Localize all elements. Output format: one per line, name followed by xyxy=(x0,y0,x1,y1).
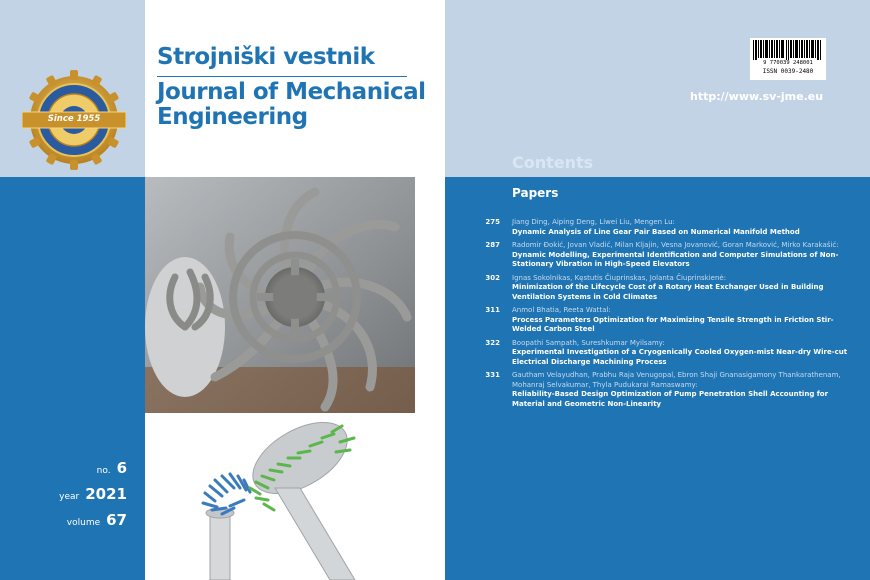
issue-year-value: 2021 xyxy=(85,485,127,503)
toc-title: Dynamic Modelling, Experimental Identification and Computer Simulations of Non-Stationary Vibration in High-Speed Elevators xyxy=(512,250,839,268)
journal-title-local: Strojniški vestnik xyxy=(157,44,375,70)
cover-photo xyxy=(145,177,415,413)
title-divider xyxy=(157,76,407,77)
impeller-photo-illustration xyxy=(145,177,415,413)
right-header-panel xyxy=(445,0,870,177)
issue-number-label: no. xyxy=(96,466,111,476)
issue-volume xyxy=(40,510,127,529)
barcode-digits: 9 770039 248001 xyxy=(763,60,813,66)
toc-title: Process Parameters Optimization for Maximizing Tensile Strength in Friction Stir-Welded Carbon Steel xyxy=(512,315,834,333)
toc-entry[interactable] xyxy=(470,371,850,409)
toc-authors: Radomir Đokić, Jovan Vladić, Milan Kljajin, Vesna Jovanović, Goran Marković, Mirko Karakašić: xyxy=(512,241,839,249)
issn-number: ISSN 0039-2480 xyxy=(762,68,814,75)
issue-number xyxy=(55,458,127,477)
toc-page-number: 311 xyxy=(485,306,500,314)
toc-authors: Anmol Bhatia, Reeta Wattal: xyxy=(512,306,611,314)
toc-title: Reliability-Based Design Optimization of Pump Penetration Shell Accounting for Material and Geometric Non-Linearity xyxy=(512,390,829,408)
seal-text: Since 1955 xyxy=(47,114,101,124)
contents-heading: Contents xyxy=(512,153,594,172)
toc-authors: Boopathi Sampath, Sureshkumar Myilsamy: xyxy=(512,338,665,347)
issue-volume-label: volume xyxy=(66,518,101,528)
journal-title-english: Journal of Mechanical Engineering xyxy=(157,79,426,130)
issue-number-value: 6 xyxy=(116,459,127,477)
toc-entry[interactable] xyxy=(470,274,850,303)
table-of-contents xyxy=(470,218,850,413)
papers-heading: Papers xyxy=(512,186,559,200)
issue-year xyxy=(40,484,127,503)
barcode-icon xyxy=(750,38,826,60)
toc-authors: Jiang Ding, Aiping Deng, Liwei Liu, Mengen Lu: xyxy=(512,218,675,226)
toc-authors: Ignas Sokolnikas, Kęstutis Čiuprinskas, Jolanta Čiuprinskienė: xyxy=(512,273,727,282)
toc-title: Dynamic Analysis of Line Gear Pair Based on Numerical Manifold Method xyxy=(512,227,800,236)
toc-entry[interactable] xyxy=(470,218,850,237)
shaft-simulation-figure xyxy=(200,418,365,580)
toc-page-number: 331 xyxy=(485,371,500,379)
issue-volume-value: 67 xyxy=(106,511,127,529)
toc-title: Experimental Investigation of a Cryogenically Cooled Oxygen-mist Near-dry Wire-cut Electrical Discharge Machining Process xyxy=(512,348,848,366)
toc-page-number: 302 xyxy=(485,273,500,282)
toc-page-number: 275 xyxy=(485,218,500,226)
journal-url-link[interactable]: http://www.sv-jme.eu xyxy=(690,90,824,103)
toc-page-number: 322 xyxy=(485,338,500,347)
issue-year-label: year xyxy=(59,492,80,502)
toc-title: Minimization of the Lifecycle Cost of a Rotary Heat Exchanger Used in Building Ventilation Systems in Cold Climates xyxy=(512,283,824,301)
toc-entry[interactable] xyxy=(470,339,850,368)
toc-authors: Gautham Velayudhan, Prabhu Raja Venugopal, Ebron Shaji Gnanasigamony Thankarathenam, Mohanraj Selvakumar, Thyla Pudukarai Ramaswamy: xyxy=(512,371,841,389)
toc-entry[interactable] xyxy=(470,306,850,335)
toc-entry[interactable] xyxy=(470,241,850,270)
toc-page-number: 287 xyxy=(485,241,500,249)
